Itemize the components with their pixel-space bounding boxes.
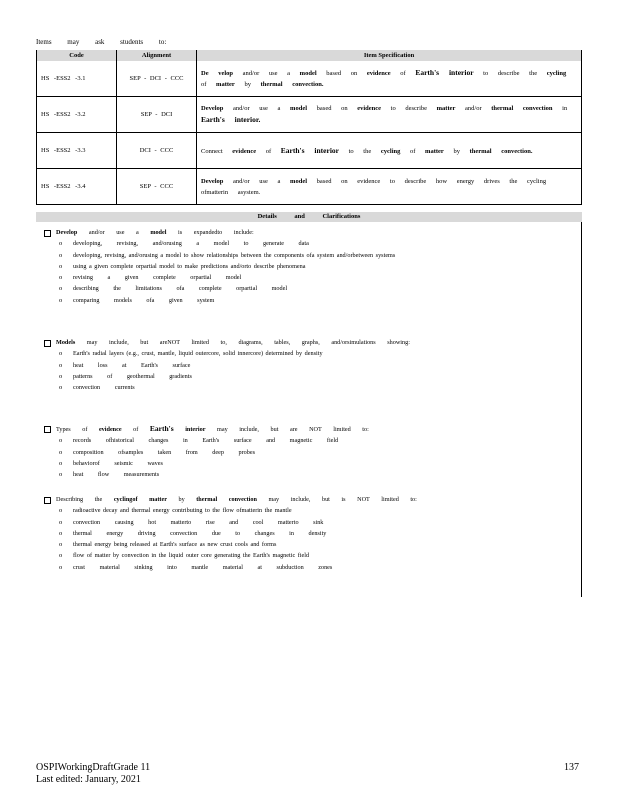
bold-term: interior — [185, 426, 206, 433]
circle-bullet-icon: o — [59, 507, 63, 515]
circle-bullet-icon: o — [59, 361, 63, 369]
list-item-text: convection currents — [73, 384, 135, 392]
list-item-text: radioactive decay and thermal energy contributing to the flow ofmatterin the mantle — [73, 507, 292, 515]
list-item — [44, 250, 564, 261]
text-run: and/or — [455, 105, 492, 112]
circle-bullet-icon: o — [59, 471, 63, 479]
table-row — [37, 97, 582, 133]
text-run: and/or use a — [223, 177, 291, 185]
list-item — [44, 272, 564, 283]
emphasis-term: Earth's interior — [415, 68, 474, 77]
list-item — [44, 382, 564, 393]
list-item-text: convection causing hot matterto rise and cool matterto sink — [73, 518, 324, 526]
list-item — [44, 295, 564, 306]
text-run: to the — [339, 147, 381, 155]
circle-bullet-icon: o — [59, 240, 63, 248]
list-item-text: flow of matter by convection in the liquid outer core generating the Earth's magnetic field — [73, 552, 310, 560]
section-lead — [44, 423, 564, 435]
row-code: HS -ESS2 -3.2 — [37, 97, 117, 133]
text-run: and/or use a — [223, 105, 291, 112]
section-lead-text — [56, 337, 564, 348]
list-item-text: developing, revising, and/orusing a model to generate data — [73, 240, 309, 248]
circle-bullet-icon: o — [59, 262, 63, 270]
table-header-row — [37, 50, 582, 61]
bold-term: matter — [425, 147, 444, 155]
row-alignment: SEP - DCI — [117, 97, 197, 133]
text-run — [174, 426, 186, 433]
row-alignment: SEP - CCC — [117, 169, 197, 205]
table-row — [37, 169, 582, 205]
list-item-text: records ofhistorical changes in Earth's surface and magnetic field — [73, 437, 339, 445]
list-item-text: behaviorof seismic waves — [73, 459, 163, 467]
text-run: may include, but areNOT limited to, diagrams, tables, graphs, and/orsimulations showing: — [75, 339, 410, 346]
list-item-text: revising a given complete orpartial model — [73, 274, 242, 282]
row-item-specification — [197, 61, 582, 97]
text-run: to describe the — [473, 70, 547, 77]
text-run: by — [166, 496, 197, 503]
bold-term: Develop — [56, 229, 78, 236]
bold-term: cyclingof matter — [113, 496, 167, 503]
text-run: of — [390, 70, 416, 77]
bold-term: cycling — [380, 147, 401, 155]
circle-bullet-icon: o — [59, 541, 63, 549]
text-run: of — [256, 147, 281, 155]
row-code: HS -ESS2 -3.4 — [37, 169, 117, 205]
section-lead — [44, 494, 564, 505]
footer-doc-title: OSPIWorkingDraftGrade 11 — [36, 762, 151, 773]
bold-term: cycling — [546, 70, 567, 77]
list-item — [44, 550, 564, 561]
section-lead-text — [56, 227, 564, 238]
bold-term: model — [299, 70, 317, 77]
emphasis-term: Earth's — [149, 424, 174, 433]
list-item — [44, 517, 564, 528]
text-run: may include, but is NOT limited to: — [256, 496, 417, 503]
list-item-text: using a given complete orpartial model to make predictions and/orto describe phenomena — [73, 262, 306, 270]
row-code: HS -ESS2 -3.3 — [37, 133, 117, 169]
bold-term: Develop — [201, 105, 224, 112]
text-run: to describe — [381, 105, 437, 112]
section-lead-text — [56, 494, 564, 505]
section-lead-text — [56, 423, 564, 435]
text-run: and/or use a — [233, 70, 300, 77]
list-item — [44, 348, 564, 359]
list-item — [44, 360, 564, 371]
table-row — [37, 133, 582, 169]
list-item-text: composition ofsamples taken from deep probes — [73, 448, 256, 456]
list-item-text: thermal energy being released at Earth's surface as new crust cools and forms — [73, 541, 277, 549]
detail-section — [44, 494, 564, 573]
text-run: Connect — [201, 147, 233, 155]
list-item — [44, 283, 564, 294]
list-item — [44, 539, 564, 550]
list-item-text: thermal energy driving convection due to changes in density — [73, 529, 327, 537]
text-run: by — [443, 147, 470, 155]
header-code: Code — [37, 50, 117, 61]
bold-term: Develop — [201, 177, 224, 185]
intro-text: Items may ask students to: — [36, 38, 167, 46]
bold-term: thermal convection — [196, 496, 257, 503]
footer-left — [36, 762, 150, 786]
circle-bullet-icon: o — [59, 448, 63, 456]
text-run: Types of — [56, 426, 99, 433]
circle-bullet-icon: o — [59, 437, 63, 445]
list-item-text: patterns of geothermal gradients — [73, 372, 192, 380]
list-item — [44, 562, 564, 573]
bold-term: matter — [436, 105, 456, 112]
list-item — [44, 261, 564, 272]
square-bullet-icon — [44, 340, 51, 347]
right-border-rule — [581, 222, 582, 597]
list-item — [44, 447, 564, 458]
list-item — [44, 528, 564, 539]
list-item-text: describing the limitations ofa complete orpartial model — [73, 285, 288, 293]
list-item — [44, 435, 564, 446]
list-item — [44, 469, 564, 480]
bold-term: De velop — [201, 70, 234, 77]
text-run: of — [400, 147, 426, 155]
list-item-text: crust material sinking into mantle material at subduction zones — [73, 563, 333, 571]
list-item — [44, 371, 564, 382]
detail-section — [44, 337, 564, 393]
row-alignment: SEP - DCI - CCC — [117, 61, 197, 97]
row-item-specification — [197, 97, 582, 133]
circle-bullet-icon: o — [59, 285, 63, 293]
circle-bullet-icon: o — [59, 251, 63, 259]
row-item-specification — [197, 169, 582, 205]
text-run: by — [234, 81, 261, 88]
section-lead — [44, 227, 564, 238]
bold-term: evidence — [366, 70, 391, 77]
text-run: based on — [316, 70, 367, 77]
text-run: and/or use a — [77, 229, 151, 236]
bold-term: thermal convection. — [260, 81, 324, 88]
header-item-specification: Item Specification — [197, 50, 582, 61]
bold-term: evidence — [357, 105, 382, 112]
emphasis-term: Earth's interior — [280, 145, 339, 155]
section-lead — [44, 337, 564, 348]
bold-term: evidence — [98, 426, 122, 433]
square-bullet-icon — [44, 497, 51, 504]
page-number: 137 — [564, 762, 579, 773]
text-run: of — [121, 426, 150, 433]
circle-bullet-icon: o — [59, 529, 63, 537]
bold-term: model — [290, 105, 308, 112]
details-header: Details and Clarifications — [36, 212, 582, 222]
circle-bullet-icon: o — [59, 372, 63, 380]
row-alignment: DCI - CCC — [117, 133, 197, 169]
list-item-text: heat loss at Earth's surface — [73, 361, 191, 369]
bold-term: thermal convection — [491, 105, 553, 112]
table-row — [37, 61, 582, 97]
bold-term: matter — [216, 81, 235, 88]
row-code: HS -ESS2 -3.1 — [37, 61, 117, 97]
header-alignment: Alignment — [117, 50, 197, 61]
square-bullet-icon — [44, 426, 51, 433]
list-item — [44, 505, 564, 516]
circle-bullet-icon: o — [59, 274, 63, 282]
bold-term: evidence — [232, 147, 257, 155]
list-item-text: Earth's radial layers (e.g., crust, mantle, liquid outercore, solid innercore) determined by density — [73, 350, 323, 358]
circle-bullet-icon: o — [59, 552, 63, 560]
bold-term: model — [290, 177, 308, 185]
list-item-text: comparing models ofa given system — [73, 296, 215, 304]
list-item-text: heat flow measurements — [73, 471, 160, 479]
text-run: Describing the — [56, 496, 114, 503]
row-item-specification — [197, 133, 582, 169]
square-bullet-icon — [44, 230, 51, 237]
bold-term: model — [150, 229, 167, 236]
text-run: in — [552, 105, 568, 112]
text-run: may include, but are NOT limited to: — [205, 426, 369, 433]
text-run: based on evidence to describe how energy drives the cycling ofmatterin asystem. — [201, 177, 547, 196]
bold-term: Models — [56, 339, 76, 346]
circle-bullet-icon: o — [59, 518, 63, 526]
text-run: based on — [307, 105, 358, 112]
bold-term: thermal convection. — [469, 147, 533, 155]
text-run: of — [201, 81, 217, 88]
detail-section — [44, 423, 564, 480]
circle-bullet-icon: o — [59, 384, 63, 392]
item-spec-table — [36, 50, 582, 205]
circle-bullet-icon: o — [59, 459, 63, 467]
emphasis-term: Earth's interior. — [201, 115, 261, 124]
circle-bullet-icon: o — [59, 296, 63, 304]
footer-last-edited: Last edited: January, 2021 — [36, 774, 141, 785]
circle-bullet-icon: o — [59, 563, 63, 571]
text-run: is expandedto include: — [166, 229, 254, 236]
list-item — [44, 458, 564, 469]
list-item-text: developing, revising, and/orusing a model to show relationships between the components ofa system and/orbetween systems — [73, 251, 396, 259]
detail-section — [44, 227, 564, 306]
list-item — [44, 238, 564, 249]
circle-bullet-icon: o — [59, 350, 63, 358]
